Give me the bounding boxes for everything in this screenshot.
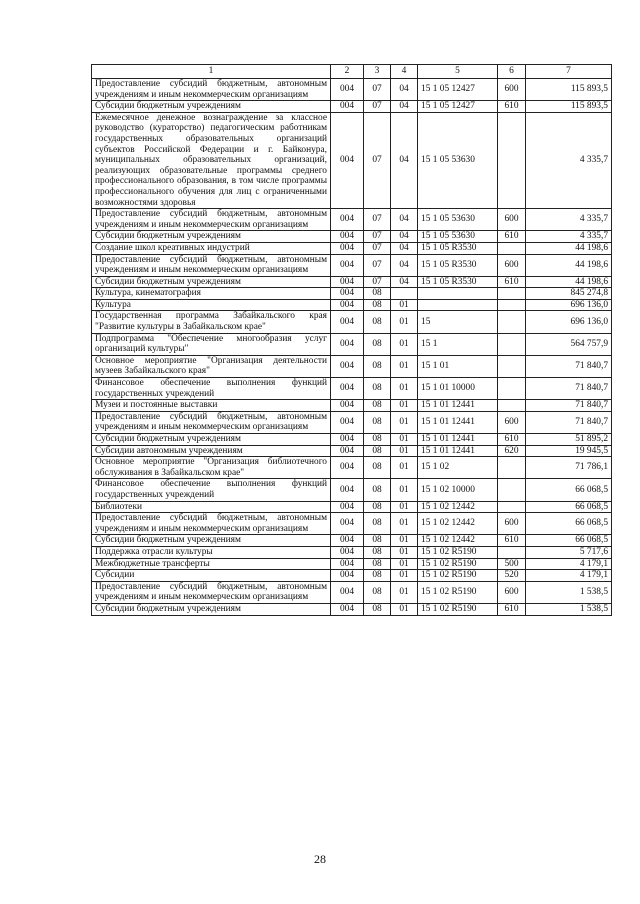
target-article-cell: 15 1 02 R5190 [418, 570, 498, 582]
row-name-cell: Предоставление субсидий бюджетным, автономным учреждениям и иным некоммерческим организациям [92, 254, 331, 276]
row-name-cell: Предоставление субсидий бюджетным, автономным учреждениям и иным некоммерческим организациям [92, 79, 331, 101]
target-article-cell: 15 1 01 12441 [418, 434, 498, 446]
expense-type-cell: 610 [498, 276, 526, 288]
expense-type-cell [498, 378, 526, 400]
target-article-cell: 15 1 01 10000 [418, 378, 498, 400]
amount-cell: 1 538,5 [526, 603, 612, 615]
target-article-cell: 15 1 02 R5190 [418, 558, 498, 570]
row-name-cell: Музеи и постоянные выставки [92, 400, 331, 412]
subsection-code-cell [391, 288, 418, 300]
ministry-code-cell: 004 [331, 242, 364, 254]
expense-type-cell [498, 479, 526, 501]
subsection-code-cell: 01 [391, 546, 418, 558]
target-article-cell: 15 1 01 [418, 355, 498, 377]
table-row [92, 457, 612, 479]
expense-type-cell [498, 546, 526, 558]
ministry-code-cell: 004 [331, 101, 364, 113]
amount-cell: 19 945,5 [526, 445, 612, 457]
amount-cell: 71 786,1 [526, 457, 612, 479]
table-row [92, 570, 612, 582]
table-body [92, 79, 612, 616]
subsection-code-cell: 01 [391, 603, 418, 615]
expense-type-cell: 600 [498, 581, 526, 603]
row-name-cell: Культура [92, 299, 331, 311]
target-article-cell [418, 299, 498, 311]
row-name-cell: Ежемесячное денежное вознаграждение за классное руководство (кураторство) педагогическим работникам государственных образовательных организаций субъектов Российской Федерации и г. Байконура, муниципальных образовательных организаций, реализующих образовательные программы среднего профессионального образования, в том числе программы профессионального обучения для лиц с ограниченными возможностями здоровья [92, 112, 331, 208]
expense-type-cell [498, 242, 526, 254]
subsection-code-cell: 01 [391, 333, 418, 355]
column-header: 6 [498, 65, 526, 79]
row-name-cell: Подпрограмма "Обеспечение многообразия услуг организаций культуры" [92, 333, 331, 355]
target-article-cell [418, 288, 498, 300]
page-number: 28 [314, 852, 326, 866]
target-article-cell: 15 1 05 R3530 [418, 254, 498, 276]
amount-cell: 115 893,5 [526, 79, 612, 101]
table-row [92, 558, 612, 570]
row-name-cell: Культура, кинематография [92, 288, 331, 300]
ministry-code-cell: 004 [331, 479, 364, 501]
row-name-cell: Создание школ креативных индустрий [92, 242, 331, 254]
section-code-cell: 08 [364, 603, 391, 615]
budget-table [91, 64, 612, 616]
amount-cell: 845 274,8 [526, 288, 612, 300]
amount-cell: 51 895,2 [526, 434, 612, 446]
amount-cell: 66 068,5 [526, 501, 612, 513]
expense-type-cell: 600 [498, 79, 526, 101]
row-name-cell: Основное мероприятие "Организация библиотечного обслуживания в Забайкальском крае" [92, 457, 331, 479]
target-article-cell: 15 1 05 53630 [418, 112, 498, 208]
table-row [92, 479, 612, 501]
section-code-cell: 08 [364, 355, 391, 377]
expense-type-cell: 500 [498, 558, 526, 570]
subsection-code-cell: 04 [391, 276, 418, 288]
table-row [92, 411, 612, 433]
expense-type-cell: 610 [498, 535, 526, 547]
section-code-cell: 08 [364, 558, 391, 570]
amount-cell: 71 840,7 [526, 355, 612, 377]
target-article-cell: 15 1 02 [418, 457, 498, 479]
expense-type-cell [498, 355, 526, 377]
amount-cell: 696 136,0 [526, 299, 612, 311]
table-row [92, 79, 612, 101]
ministry-code-cell: 004 [331, 546, 364, 558]
row-name-cell: Субсидии бюджетным учреждениям [92, 276, 331, 288]
ministry-code-cell: 004 [331, 288, 364, 300]
row-name-cell: Субсидии бюджетным учреждениям [92, 603, 331, 615]
section-code-cell: 07 [364, 231, 391, 243]
row-name-cell: Субсидии бюджетным учреждениям [92, 101, 331, 113]
subsection-code-cell: 01 [391, 445, 418, 457]
section-code-cell: 08 [364, 501, 391, 513]
section-code-cell: 08 [364, 513, 391, 535]
ministry-code-cell: 004 [331, 501, 364, 513]
table-row [92, 581, 612, 603]
expense-type-cell: 610 [498, 434, 526, 446]
ministry-code-cell: 004 [331, 112, 364, 208]
section-code-cell: 08 [364, 434, 391, 446]
subsection-code-cell: 04 [391, 242, 418, 254]
amount-cell: 564 757,9 [526, 333, 612, 355]
section-code-cell: 08 [364, 288, 391, 300]
ministry-code-cell: 004 [331, 535, 364, 547]
row-name-cell: Библиотеки [92, 501, 331, 513]
subsection-code-cell: 01 [391, 457, 418, 479]
table-row [92, 333, 612, 355]
expense-type-cell [498, 400, 526, 412]
amount-cell: 44 198,6 [526, 242, 612, 254]
target-article-cell: 15 1 02 R5190 [418, 581, 498, 603]
table-row [92, 311, 612, 333]
section-code-cell: 08 [364, 400, 391, 412]
subsection-code-cell: 01 [391, 513, 418, 535]
amount-cell: 696 136,0 [526, 311, 612, 333]
column-header: 4 [391, 65, 418, 79]
amount-cell: 4 335,7 [526, 209, 612, 231]
target-article-cell: 15 1 01 12441 [418, 445, 498, 457]
expense-type-cell: 610 [498, 101, 526, 113]
ministry-code-cell: 004 [331, 457, 364, 479]
ministry-code-cell: 004 [331, 209, 364, 231]
row-name-cell: Предоставление субсидий бюджетным, автономным учреждениям и иным некоммерческим организациям [92, 513, 331, 535]
expense-type-cell [498, 457, 526, 479]
subsection-code-cell: 04 [391, 112, 418, 208]
target-article-cell: 15 1 02 12442 [418, 513, 498, 535]
row-name-cell: Субсидии бюджетным учреждениям [92, 231, 331, 243]
ministry-code-cell: 004 [331, 445, 364, 457]
section-code-cell: 07 [364, 112, 391, 208]
row-name-cell: Субсидии [92, 570, 331, 582]
row-name-cell: Предоставление субсидий бюджетным, автономным учреждениям и иным некоммерческим организациям [92, 209, 331, 231]
subsection-code-cell: 04 [391, 254, 418, 276]
amount-cell: 4 335,7 [526, 231, 612, 243]
row-name-cell: Поддержка отрасли культуры [92, 546, 331, 558]
amount-cell: 4 335,7 [526, 112, 612, 208]
table-row [92, 535, 612, 547]
row-name-cell: Предоставление субсидий бюджетным, автономным учреждениям и иным некоммерческим организациям [92, 411, 331, 433]
subsection-code-cell: 01 [391, 581, 418, 603]
expense-type-cell [498, 112, 526, 208]
table-row [92, 254, 612, 276]
target-article-cell: 15 1 05 R3530 [418, 242, 498, 254]
subsection-code-cell: 04 [391, 209, 418, 231]
section-code-cell: 08 [364, 299, 391, 311]
expense-type-cell [498, 299, 526, 311]
subsection-code-cell: 01 [391, 479, 418, 501]
amount-cell: 5 717,6 [526, 546, 612, 558]
expense-type-cell: 600 [498, 411, 526, 433]
subsection-code-cell: 04 [391, 79, 418, 101]
section-code-cell: 07 [364, 209, 391, 231]
expense-type-cell: 620 [498, 445, 526, 457]
section-code-cell: 08 [364, 445, 391, 457]
ministry-code-cell: 004 [331, 513, 364, 535]
table-row [92, 209, 612, 231]
ministry-code-cell: 004 [331, 299, 364, 311]
ministry-code-cell: 004 [331, 581, 364, 603]
amount-cell: 71 840,7 [526, 411, 612, 433]
row-name-cell: Предоставление субсидий бюджетным, автономным учреждениям и иным некоммерческим организациям [92, 581, 331, 603]
table-row [92, 101, 612, 113]
table-row [92, 513, 612, 535]
section-code-cell: 08 [364, 378, 391, 400]
target-article-cell: 15 1 02 R5190 [418, 603, 498, 615]
ministry-code-cell: 004 [331, 333, 364, 355]
subsection-code-cell: 01 [391, 311, 418, 333]
expense-type-cell [498, 288, 526, 300]
target-article-cell: 15 1 02 R5190 [418, 546, 498, 558]
expense-type-cell: 600 [498, 254, 526, 276]
section-code-cell: 07 [364, 276, 391, 288]
subsection-code-cell: 01 [391, 501, 418, 513]
target-article-cell: 15 1 02 12442 [418, 535, 498, 547]
row-name-cell: Финансовое обеспечение выполнения функций государственных учреждений [92, 378, 331, 400]
column-header: 2 [331, 65, 364, 79]
section-code-cell: 07 [364, 79, 391, 101]
subsection-code-cell: 01 [391, 355, 418, 377]
ministry-code-cell: 004 [331, 603, 364, 615]
section-code-cell: 08 [364, 535, 391, 547]
table-row [92, 276, 612, 288]
row-name-cell: Субсидии автономным учреждениям [92, 445, 331, 457]
column-header: 3 [364, 65, 391, 79]
expense-type-cell: 610 [498, 231, 526, 243]
section-code-cell: 07 [364, 101, 391, 113]
row-name-cell: Государственная программа Забайкальского края "Развитие культуры в Забайкальском крае" [92, 311, 331, 333]
table-row [92, 378, 612, 400]
section-code-cell: 08 [364, 311, 391, 333]
ministry-code-cell: 004 [331, 79, 364, 101]
expense-type-cell [498, 311, 526, 333]
section-code-cell: 08 [364, 581, 391, 603]
ministry-code-cell: 004 [331, 378, 364, 400]
target-article-cell: 15 1 02 10000 [418, 479, 498, 501]
subsection-code-cell: 04 [391, 231, 418, 243]
column-header: 5 [418, 65, 498, 79]
ministry-code-cell: 004 [331, 231, 364, 243]
section-code-cell: 07 [364, 254, 391, 276]
section-code-cell: 08 [364, 333, 391, 355]
expense-type-cell [498, 333, 526, 355]
amount-cell: 66 068,5 [526, 535, 612, 547]
target-article-cell: 15 [418, 311, 498, 333]
amount-cell: 66 068,5 [526, 513, 612, 535]
ministry-code-cell: 004 [331, 400, 364, 412]
expense-type-cell: 520 [498, 570, 526, 582]
section-code-cell: 08 [364, 479, 391, 501]
amount-cell: 71 840,7 [526, 378, 612, 400]
amount-cell: 1 538,5 [526, 581, 612, 603]
amount-cell: 44 198,6 [526, 254, 612, 276]
table-row [92, 355, 612, 377]
section-code-cell: 08 [364, 457, 391, 479]
ministry-code-cell: 004 [331, 254, 364, 276]
column-header: 7 [526, 65, 612, 79]
subsection-code-cell: 01 [391, 535, 418, 547]
amount-cell: 44 198,6 [526, 276, 612, 288]
row-name-cell: Субсидии бюджетным учреждениям [92, 535, 331, 547]
subsection-code-cell: 01 [391, 434, 418, 446]
target-article-cell: 15 1 02 12442 [418, 501, 498, 513]
subsection-code-cell: 01 [391, 411, 418, 433]
expense-type-cell: 600 [498, 209, 526, 231]
table-row [92, 112, 612, 208]
ministry-code-cell: 004 [331, 411, 364, 433]
target-article-cell: 15 1 05 12427 [418, 101, 498, 113]
section-code-cell: 08 [364, 570, 391, 582]
target-article-cell: 15 1 05 R3530 [418, 276, 498, 288]
target-article-cell: 15 1 01 12441 [418, 400, 498, 412]
table-header-row [92, 65, 612, 79]
row-name-cell: Субсидии бюджетным учреждениям [92, 434, 331, 446]
table-row [92, 242, 612, 254]
ministry-code-cell: 004 [331, 570, 364, 582]
target-article-cell: 15 1 [418, 333, 498, 355]
expense-type-cell [498, 501, 526, 513]
subsection-code-cell: 01 [391, 570, 418, 582]
amount-cell: 71 840,7 [526, 400, 612, 412]
target-article-cell: 15 1 05 12427 [418, 79, 498, 101]
subsection-code-cell: 01 [391, 558, 418, 570]
amount-cell: 4 179,1 [526, 570, 612, 582]
target-article-cell: 15 1 01 12441 [418, 411, 498, 433]
amount-cell: 4 179,1 [526, 558, 612, 570]
table-row [92, 231, 612, 243]
section-code-cell: 08 [364, 411, 391, 433]
table-row [92, 603, 612, 615]
table-row [92, 546, 612, 558]
amount-cell: 115 893,5 [526, 101, 612, 113]
amount-cell: 66 068,5 [526, 479, 612, 501]
row-name-cell: Основное мероприятие "Организация деятельности музеев Забайкальского края" [92, 355, 331, 377]
table-row [92, 501, 612, 513]
ministry-code-cell: 004 [331, 276, 364, 288]
section-code-cell: 08 [364, 546, 391, 558]
table-row [92, 445, 612, 457]
expense-type-cell: 610 [498, 603, 526, 615]
target-article-cell: 15 1 05 53630 [418, 231, 498, 243]
subsection-code-cell: 01 [391, 400, 418, 412]
row-name-cell: Межбюджетные трансферты [92, 558, 331, 570]
expense-type-cell: 600 [498, 513, 526, 535]
table-row [92, 288, 612, 300]
ministry-code-cell: 004 [331, 434, 364, 446]
table-row [92, 434, 612, 446]
section-code-cell: 07 [364, 242, 391, 254]
table-row [92, 299, 612, 311]
table-row [92, 400, 612, 412]
subsection-code-cell: 01 [391, 299, 418, 311]
row-name-cell: Финансовое обеспечение выполнения функций государственных учреждений [92, 479, 331, 501]
ministry-code-cell: 004 [331, 558, 364, 570]
column-header: 1 [92, 65, 331, 79]
target-article-cell: 15 1 05 53630 [418, 209, 498, 231]
ministry-code-cell: 004 [331, 355, 364, 377]
ministry-code-cell: 004 [331, 311, 364, 333]
subsection-code-cell: 01 [391, 378, 418, 400]
subsection-code-cell: 04 [391, 101, 418, 113]
